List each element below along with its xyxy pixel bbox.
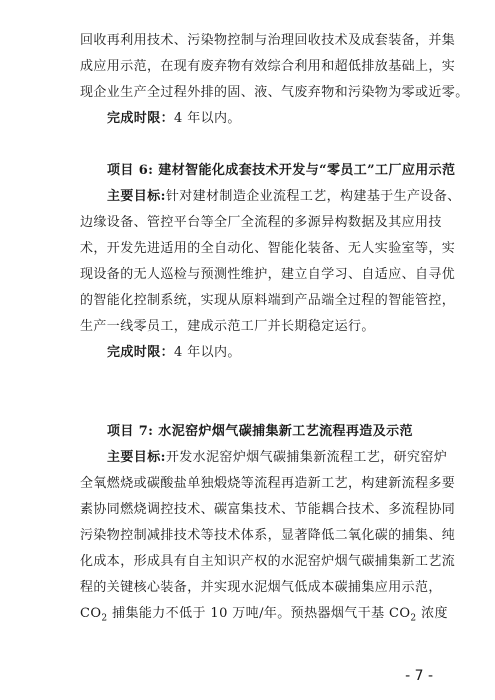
project-7-heading: 项目 7: 水泥窑炉烟气碳捕集新工艺流程再造及示范 bbox=[107, 424, 413, 439]
completion-label: 完成时限： bbox=[107, 345, 175, 360]
project-7-line-4: 污染物控制减排技术等技术体系，显著降低二氧化碳的捕集、纯 bbox=[80, 528, 456, 543]
project-6-heading: 项目 6: 建材智能化成套技术开发与“零员工”工厂应用示范 bbox=[107, 163, 456, 178]
completion-value: 4 年以内。 bbox=[174, 111, 241, 126]
project-6-line-2: 边缘设备、管控平台等全厂全流程的多源异构数据及其应用技 bbox=[80, 215, 442, 230]
project-6-line-5: 的智能化控制系统，实现从原料端到产品端全过程的智能管控， bbox=[80, 293, 456, 308]
completion-deadline-2 bbox=[80, 340, 416, 366]
project-6-line-6: 生产一线零员工，建成示范工厂并长期稳定运行。 bbox=[80, 319, 375, 334]
completion-label: 完成时限： bbox=[107, 111, 175, 126]
project-6-line-1 bbox=[80, 184, 461, 210]
project-6-line-3: 术，开发先进适用的全自动化、智能化装备、无人实验室等，实 bbox=[80, 241, 456, 256]
project-7-line-2: 全氧燃烧或碳酸盐单独煅烧等流程再造新工艺，构建新流程多要 bbox=[80, 476, 456, 491]
project-7-line-6: 程的关键核心装备，并实现水泥烟气低成本碳捕集应用示范， bbox=[80, 580, 442, 595]
co2-subscript: 2 bbox=[101, 613, 108, 624]
intro-line-2: 成应用示范，在现有废弃物有效综合利用和超低排放基础上，实 bbox=[80, 59, 456, 74]
co2-text: CO bbox=[80, 606, 102, 621]
project-6-section bbox=[80, 158, 461, 366]
project-6-line-4: 现设备的无人巡检与预测性维护，建立自学习、自适应、自寻优 bbox=[80, 267, 456, 282]
project-6-line-1-text: 针对建材制造企业流程工艺，构建基于生产设备、 bbox=[165, 189, 461, 204]
completion-deadline-1 bbox=[80, 106, 416, 132]
completion-value: 4 年以内。 bbox=[174, 345, 241, 360]
goal-label: 主要目标: bbox=[107, 189, 166, 204]
intro-line-1: 回收再利用技术、污染物控制与治理回收技术及成套装备，并集 bbox=[80, 33, 456, 48]
goal-label: 主要目标: bbox=[107, 450, 166, 465]
project-7-line-7 bbox=[80, 601, 448, 627]
project-7-line-7-mid: 捕集能力不低于 10 万吨/年。预热器烟气干基 bbox=[107, 606, 389, 621]
project-7-line-1 bbox=[80, 445, 448, 471]
project-7-section bbox=[80, 419, 456, 627]
page-number: - 7 - bbox=[405, 668, 433, 684]
intro-line-3: 现企业生产全过程外排的固、液、气废弃物和污染物为零或近零。 bbox=[80, 85, 469, 100]
project-7-line-5: 化成本，形成具有自主知识产权的水泥窑炉烟气碳捕集新工艺流 bbox=[80, 554, 456, 569]
project-7-line-3: 素协同燃烧调控技术、碳富集技术、节能耦合技术、多流程协同 bbox=[80, 502, 456, 517]
project-7-line-7-tail: 浓度 bbox=[416, 606, 448, 621]
co2-text: CO bbox=[389, 606, 411, 621]
co2-subscript: 2 bbox=[410, 613, 417, 624]
project-7-line-1-text: 开发水泥窑炉烟气碳捕集新流程工艺，研究窑炉 bbox=[165, 450, 448, 465]
intro-paragraph bbox=[80, 28, 469, 132]
